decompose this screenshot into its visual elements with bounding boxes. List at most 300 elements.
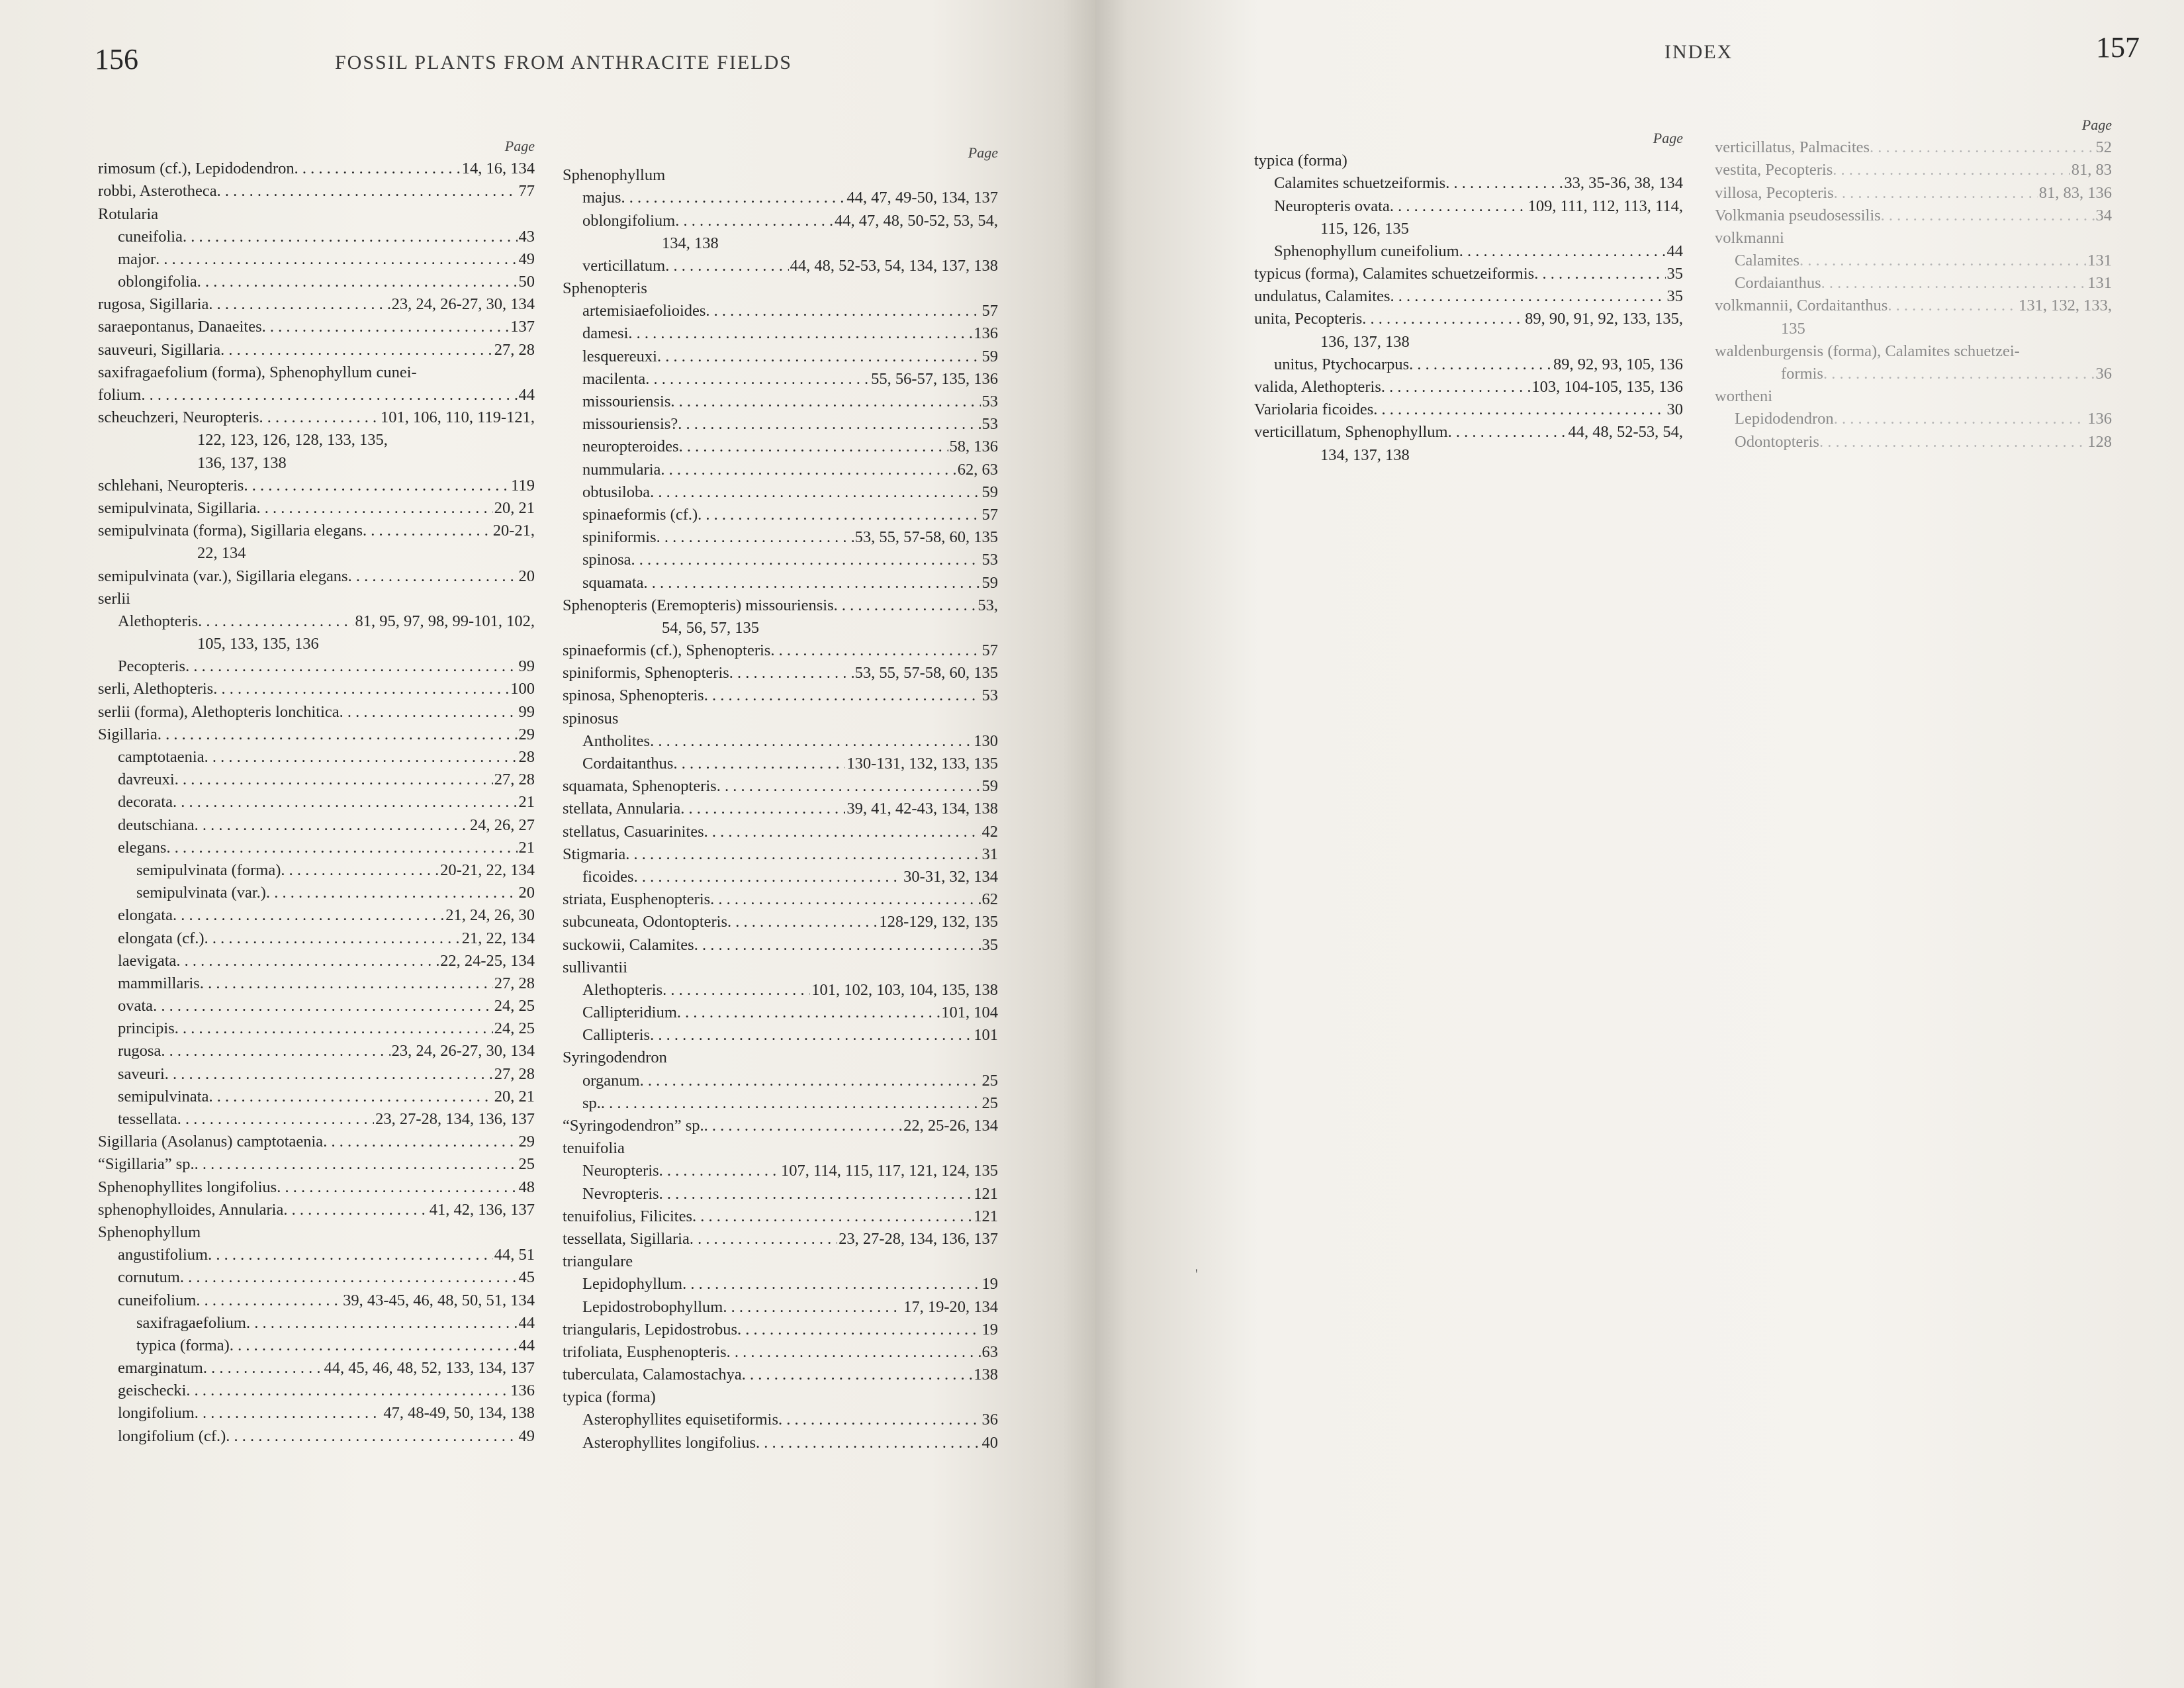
index-entry — [1254, 353, 1683, 376]
entry-term: spinaeformis (cf.), Sphenopteris — [563, 641, 771, 660]
entry-term: spinaeformis (cf.) — [582, 505, 698, 524]
leader-dots — [640, 1070, 981, 1092]
index-entry — [98, 1357, 535, 1380]
entry-term: oblongifolia — [118, 273, 197, 291]
index-entry — [98, 203, 535, 226]
index-entry — [563, 1137, 998, 1160]
page-col-header: Page — [2081, 117, 2112, 133]
index-entry — [98, 406, 535, 429]
index-entry — [563, 957, 998, 979]
leader-dots — [1445, 172, 1563, 195]
index-entry — [98, 701, 535, 724]
page-col-header: Page — [968, 144, 998, 161]
index-entry — [563, 821, 998, 843]
leader-dots — [727, 1341, 981, 1364]
entry-term: robbi, Asterotheca — [98, 182, 217, 201]
entry-term: sullivantii — [563, 958, 627, 976]
index-entry — [1254, 195, 1683, 218]
entry-term: subcuneata, Odontopteris — [563, 913, 728, 931]
index-entry — [563, 232, 998, 255]
page-col-header: Page — [1653, 130, 1683, 146]
entry-pages: 130 — [974, 731, 998, 750]
leader-dots — [195, 1153, 518, 1176]
entry-pages: 136 — [510, 1382, 535, 1400]
index-entry — [563, 346, 998, 368]
index-entry — [1254, 285, 1683, 308]
right-page — [1095, 0, 2184, 1688]
leader-dots — [1409, 353, 1552, 376]
entry-pages: 53 — [981, 415, 998, 434]
leader-dots — [1881, 205, 2095, 227]
entry-term: Sphenophyllum cuneifolium — [1274, 242, 1459, 260]
entry-term: missouriensis? — [582, 415, 678, 434]
index-column-right-1 — [1254, 127, 1683, 467]
leader-dots — [601, 1092, 981, 1115]
leader-dots — [348, 565, 518, 588]
leader-dots — [710, 888, 980, 911]
index-entry — [563, 1432, 998, 1454]
leader-dots — [650, 1024, 972, 1047]
entry-pages: 103, 104-105, 135, 136 — [1531, 378, 1683, 397]
leader-dots — [1459, 240, 1666, 263]
leader-dots — [203, 1357, 323, 1380]
entry-pages: 101, 102, 103, 104, 135, 138 — [811, 980, 998, 999]
leader-dots — [621, 187, 846, 209]
leader-dots — [323, 1131, 517, 1153]
page-number-right: 157 — [2096, 31, 2140, 64]
entry-term: Odontopteris — [1735, 432, 1819, 451]
index-entry — [563, 1205, 998, 1228]
index-entry — [563, 391, 998, 413]
leader-dots — [246, 1312, 518, 1335]
leader-dots — [650, 481, 980, 504]
leader-dots — [183, 226, 518, 248]
entry-pages: 128 — [2087, 432, 2112, 451]
leader-dots — [644, 572, 981, 594]
page-col-header: Page — [504, 138, 535, 154]
entry-pages: 24, 26, 27 — [470, 816, 535, 834]
entry-pages: 131, 132, 133, — [2019, 297, 2112, 315]
entry-pages: 131 — [2087, 252, 2112, 270]
entry-term: sp. — [582, 1094, 601, 1112]
index-entry — [563, 1024, 998, 1047]
entry-term: Sphenophyllites longifolius — [98, 1178, 277, 1196]
entry-term: volkmanni — [1715, 228, 1784, 247]
index-entry — [563, 1047, 998, 1070]
index-entry — [98, 1403, 535, 1425]
entry-pages: 21, 24, 26, 30 — [445, 906, 535, 925]
leader-dots — [1390, 195, 1527, 218]
entry-pages: 44, 45, 46, 48, 52, 133, 134, 137 — [324, 1359, 535, 1378]
leader-dots — [678, 413, 980, 436]
index-entry — [98, 1380, 535, 1402]
entry-pages: 20 — [518, 884, 535, 902]
index-entry — [1254, 444, 1683, 467]
index-entry — [563, 617, 998, 639]
index-entry — [98, 520, 535, 542]
entry-pages: 81, 95, 97, 98, 99-101, 102, — [355, 612, 535, 630]
entry-pages: 19 — [981, 1320, 998, 1338]
entry-term: saraepontanus, Danaeites — [98, 318, 262, 336]
entry-pages: 121 — [974, 1184, 998, 1203]
index-entry — [563, 300, 998, 322]
entry-pages: 30-31, 32, 134 — [903, 867, 998, 886]
index-entry — [563, 639, 998, 662]
leader-dots — [208, 1244, 493, 1266]
entry-term: Cordaitanthus — [582, 755, 674, 773]
entry-term: elongata (cf.) — [118, 929, 205, 947]
entry-term: Syringodendron — [563, 1049, 667, 1067]
leader-dots — [213, 678, 509, 700]
entry-pages: 44 — [518, 1336, 535, 1354]
leader-dots — [1823, 363, 2095, 385]
entry-term: Asterophyllites equisetiformis — [582, 1411, 778, 1429]
index-entry — [1715, 136, 2112, 159]
leader-dots — [197, 271, 518, 293]
entry-pages: 59 — [981, 777, 998, 796]
index-entry — [98, 1131, 535, 1153]
index-entry — [98, 1108, 535, 1131]
leader-dots — [705, 300, 980, 322]
page-number-left: 156 — [95, 43, 138, 75]
leader-dots — [770, 639, 980, 662]
index-entry — [1715, 431, 2112, 453]
index-entry — [98, 1425, 535, 1448]
leader-dots — [295, 158, 461, 180]
entry-term: verticillatus, Palmacites — [1715, 138, 1870, 157]
entry-term: majus — [582, 189, 621, 207]
index-entry — [98, 226, 535, 248]
entry-term: longifolium (cf.) — [118, 1427, 226, 1445]
index-entry — [563, 1228, 998, 1250]
leader-dots — [200, 972, 493, 995]
index-entry — [1254, 240, 1683, 263]
index-entry — [563, 775, 998, 798]
entry-term: villosa, Pecopteris — [1715, 183, 1834, 202]
leader-dots — [704, 1115, 902, 1137]
index-entry — [98, 633, 535, 655]
entry-pages: 53 — [981, 686, 998, 705]
entry-term: 136, 137, 138 — [197, 453, 287, 472]
entry-pages: 62 — [981, 890, 998, 909]
index-entry — [1715, 182, 2112, 205]
entry-pages: 39, 41, 42-43, 134, 138 — [846, 800, 998, 818]
entry-term: Sphenophyllum — [98, 1223, 201, 1241]
entry-term: 134, 137, 138 — [1320, 445, 1410, 464]
index-entry — [98, 859, 535, 882]
leader-dots — [729, 662, 854, 684]
entry-term: saxifragaefolium (forma), Sphenophyllum cunei- — [98, 363, 417, 381]
leader-dots — [205, 746, 518, 769]
entry-pages: 21 — [518, 793, 535, 812]
entry-term: squamata, Sphenopteris — [563, 777, 717, 796]
entry-pages: 101, 104 — [941, 1004, 998, 1022]
entry-term: semipulvinata (var.) — [136, 884, 266, 902]
leader-dots — [158, 724, 518, 746]
leader-dots — [660, 459, 956, 481]
entry-pages: 131 — [2087, 274, 2112, 293]
entry-pages: 57 — [981, 505, 998, 524]
entry-term: macilenta — [582, 369, 646, 388]
entry-pages: 25 — [518, 1155, 535, 1174]
index-entry — [98, 1041, 535, 1063]
index-entry — [563, 504, 998, 526]
index-entry — [563, 708, 998, 730]
index-entry — [563, 1296, 998, 1319]
entry-pages: 59 — [981, 573, 998, 592]
leader-dots — [778, 1409, 981, 1431]
index-entry — [98, 1266, 535, 1289]
leader-dots — [682, 1273, 980, 1295]
entry-pages: 58, 136 — [949, 438, 998, 456]
leader-dots — [1870, 136, 2094, 159]
leader-dots — [665, 255, 788, 277]
index-entry — [98, 1153, 535, 1176]
entry-term: longifolium — [118, 1404, 195, 1423]
entry-term: “Sigillaria” sp. — [98, 1155, 195, 1174]
leader-dots — [220, 339, 493, 361]
entry-pages: 34 — [2095, 206, 2112, 224]
entry-term: tenuifolia — [563, 1139, 625, 1158]
entry-term: organum — [582, 1071, 640, 1090]
index-entry — [563, 1319, 998, 1341]
leader-dots — [673, 753, 845, 775]
running-head-left: FOSSIL PLANTS FROM ANTHRACITE FIELDS — [335, 52, 792, 73]
leader-dots — [625, 843, 980, 866]
entry-term: sphenophylloides, Annularia — [98, 1200, 284, 1219]
entry-term: squamata — [582, 573, 644, 592]
entry-pages: 119 — [511, 476, 535, 494]
leader-dots — [1834, 408, 2087, 430]
entry-term: volkmannii, Cordaitanthus — [1715, 297, 1888, 315]
leader-dots — [166, 837, 517, 859]
leader-dots — [677, 1002, 940, 1024]
entry-term: cuneifolium — [118, 1291, 197, 1309]
leader-dots — [628, 322, 972, 345]
entry-term: 115, 126, 135 — [1320, 219, 1409, 238]
index-entry — [563, 210, 998, 232]
leader-dots — [737, 1319, 980, 1341]
leader-dots — [277, 1176, 517, 1199]
entry-pages: 40 — [981, 1433, 998, 1452]
entry-pages: 21 — [518, 838, 535, 857]
entry-pages: 100 — [510, 680, 535, 698]
entry-term: 105, 133, 135, 136 — [197, 635, 319, 653]
leader-dots — [173, 791, 518, 814]
index-entry — [563, 934, 998, 957]
entry-pages: 23, 27-28, 134, 136, 137 — [839, 1229, 998, 1248]
entry-term: triangularis, Lepidostrobus — [563, 1320, 738, 1338]
index-entry — [1254, 331, 1683, 353]
entry-term: missouriensis — [582, 393, 671, 411]
index-column-left-1 — [98, 135, 535, 1448]
index-entry — [1254, 399, 1683, 421]
entry-term: verticillatum, Sphenophyllum — [1254, 423, 1448, 442]
entry-pages: 44, 47, 49-50, 134, 137 — [846, 189, 998, 207]
entry-term: rugosa, Sigillaria — [98, 295, 209, 314]
entry-pages: 47, 48-49, 50, 134, 138 — [383, 1404, 535, 1423]
leader-dots — [175, 769, 493, 791]
entry-term: nummularia — [582, 460, 661, 479]
index-entry — [98, 316, 535, 339]
entry-term: spinosa — [582, 551, 631, 569]
leader-dots — [692, 1205, 972, 1228]
entry-term: semipulvinata (forma) — [136, 861, 281, 879]
leader-dots — [244, 475, 510, 497]
entry-pages: 35 — [1666, 265, 1683, 283]
entry-pages: 52 — [2095, 138, 2112, 157]
leader-dots — [1833, 159, 2070, 181]
index-entry — [98, 497, 535, 520]
entry-term: semipulvinata (forma), Sigillaria elegans — [98, 522, 363, 540]
entry-term: serlii (forma), Alethopteris lonchitica — [98, 702, 340, 721]
entry-pages: 89, 92, 93, 105, 136 — [1553, 355, 1683, 373]
index-entry — [563, 323, 998, 346]
index-entry — [98, 339, 535, 361]
index-entry — [98, 1017, 535, 1040]
entry-pages: 130-131, 132, 133, 135 — [846, 755, 998, 773]
entry-term: folium — [98, 386, 142, 404]
leader-dots — [205, 927, 461, 950]
leader-dots — [670, 391, 980, 413]
index-entry — [563, 1386, 998, 1409]
entry-term: rimosum (cf.), Lepidodendron — [98, 160, 295, 178]
index-entry — [563, 866, 998, 888]
index-entry — [1715, 408, 2112, 430]
entry-pages: 30 — [1666, 400, 1683, 419]
entry-term: oblongifolium — [582, 211, 676, 230]
index-entry — [1715, 205, 2112, 227]
index-entry — [563, 187, 998, 209]
entry-term: Variolaria ficoides — [1254, 400, 1374, 419]
entry-pages: 136 — [2087, 410, 2112, 428]
stray-mark: ' — [1195, 1266, 1198, 1282]
index-entry — [98, 248, 535, 271]
entry-term: spiniformis, Sphenopteris — [563, 664, 729, 682]
entry-pages: 81, 83, 136 — [2038, 183, 2112, 202]
entry-pages: 53, 55, 57-58, 60, 135 — [854, 528, 998, 547]
entry-term: 135 — [1781, 319, 1805, 338]
index-entry — [563, 911, 998, 933]
index-entry — [563, 481, 998, 504]
entry-term: serli, Alethopteris — [98, 680, 214, 698]
index-entry — [1715, 318, 2112, 340]
entry-term: vestita, Pecopteris — [1715, 161, 1833, 179]
entry-pages: 44 — [518, 1313, 535, 1332]
leader-dots — [650, 730, 972, 753]
entry-term: Nevropteris — [582, 1184, 659, 1203]
entry-term: camptotaenia — [118, 748, 205, 767]
entry-pages: 59 — [981, 483, 998, 501]
leader-dots — [1448, 421, 1567, 444]
entry-term: Sphenophyllum — [563, 166, 666, 185]
index-entry — [98, 814, 535, 837]
leader-dots — [723, 1296, 902, 1319]
index-entry — [563, 1409, 998, 1432]
entry-term: Rotularia — [98, 205, 159, 223]
entry-term: Lepidophyllum — [582, 1275, 683, 1293]
index-entry — [98, 429, 535, 451]
index-entry — [98, 904, 535, 927]
leader-dots — [259, 406, 380, 429]
entry-term: “Syringodendron” sp. — [563, 1117, 704, 1135]
leader-dots — [230, 1335, 518, 1357]
entry-pages: 44, 48, 52-53, 54, — [1568, 423, 1683, 442]
index-entry — [1715, 227, 2112, 250]
index-entry — [563, 164, 998, 187]
entry-pages: 81, 83 — [2071, 161, 2112, 179]
entry-term: semipulvinata, Sigillaria — [98, 498, 257, 517]
entry-pages: 29 — [518, 1133, 535, 1151]
index-entry — [563, 662, 998, 684]
entry-term: spinosa, Sphenopteris — [563, 686, 704, 705]
index-entry — [98, 271, 535, 293]
entry-pages: 44, 48, 52-53, 54, 134, 137, 138 — [790, 256, 998, 275]
entry-term: triangulare — [563, 1252, 633, 1271]
entry-term: neuropteroides — [582, 438, 679, 456]
entry-pages: 43 — [518, 227, 535, 246]
leader-dots — [680, 798, 845, 820]
entry-pages: 20-21, — [492, 522, 535, 540]
leader-dots — [186, 1380, 509, 1402]
entry-pages: 99 — [518, 702, 535, 721]
entry-pages: 44 — [1666, 242, 1683, 260]
leader-dots — [141, 384, 517, 406]
index-column-left-2 — [563, 142, 998, 1454]
entry-term: Calamites — [1735, 252, 1799, 270]
leader-dots — [208, 1086, 492, 1108]
entry-pages: 53 — [981, 551, 998, 569]
entry-term: ficoides — [582, 867, 634, 886]
entry-term: 54, 56, 57, 135 — [662, 618, 759, 637]
entry-pages: 89, 90, 91, 92, 133, 135, — [1525, 310, 1683, 328]
index-entry — [1715, 385, 2112, 408]
entry-term: Antholites — [582, 731, 651, 750]
entry-pages: 17, 19-20, 134 — [903, 1297, 998, 1316]
entry-term: cuneifolia — [118, 227, 183, 246]
leader-dots — [1799, 250, 2086, 272]
entry-pages: 62, 63 — [957, 460, 998, 479]
index-entry — [98, 746, 535, 769]
entry-term: davreuxi — [118, 771, 175, 789]
entry-term: rugosa — [118, 1042, 161, 1060]
entry-term: major — [118, 250, 156, 268]
entry-pages: 44, 51 — [494, 1246, 535, 1264]
entry-pages: 109, 111, 112, 113, 114, — [1527, 197, 1683, 215]
entry-pages: 35 — [981, 935, 998, 954]
entry-term: Neuropteris — [582, 1162, 659, 1180]
index-entry — [1254, 150, 1683, 172]
entry-term: Lepidostrobophyllum — [582, 1297, 723, 1316]
index-entry — [563, 1364, 998, 1386]
leader-dots — [262, 316, 510, 338]
entry-term: Sphenopteris (Eremopteris) missouriensis — [563, 596, 834, 614]
entry-pages: 63 — [981, 1342, 998, 1361]
leader-dots — [281, 859, 439, 882]
entry-term: angustifolium — [118, 1246, 208, 1264]
entry-term: saxifragaefolium — [136, 1313, 246, 1332]
index-entry — [98, 837, 535, 859]
index-entry — [563, 1115, 998, 1137]
leader-dots — [1834, 182, 2038, 205]
index-entry — [1715, 159, 2112, 181]
entry-term: damesi — [582, 324, 629, 343]
entry-pages: 42 — [981, 822, 998, 841]
entry-term: unitus, Ptychocarpus — [1274, 355, 1410, 373]
entry-term: laevigata — [118, 951, 177, 970]
entry-term: elongata — [118, 906, 173, 925]
leader-dots — [1819, 431, 2086, 453]
